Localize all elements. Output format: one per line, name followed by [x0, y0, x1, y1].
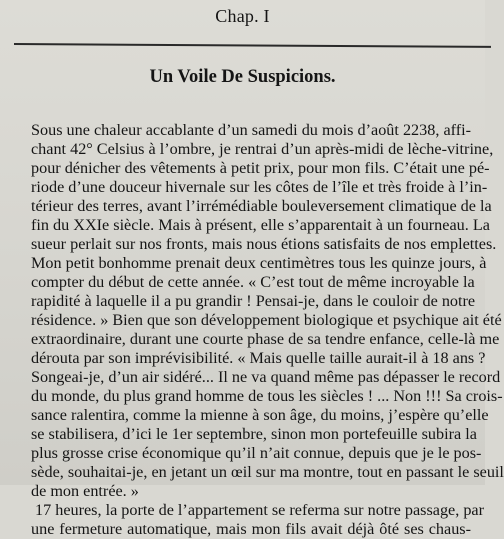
- text-line: se stabilisera, d’ici le 1er septembre, sinon mon portefeuille subira la: [31, 425, 477, 443]
- text-line: Mon petit bonhomme prenait deux centimètres tous les quinze jours, à: [31, 254, 487, 272]
- text-line: plus grosse crise économique qu’il n’ait connue, depuis que je le pos-: [31, 444, 482, 462]
- text-line: sance ralentira, comme la mienne à son âge, du moins, j’espère qu’elle: [31, 406, 489, 424]
- text-line: fin du XXIe siècle. Mais à présent, elle s’apparentait à un fourneau. La: [31, 216, 490, 234]
- text-line: chant 42° Celsius à l’ombre, je rentrai d’un après-midi de lèche-vitrine,: [31, 140, 494, 158]
- text-line: térieur des terres, avant l’irrémédiable bouleversement climatique de la: [31, 197, 492, 215]
- chapter-heading: Chap. I: [215, 6, 270, 26]
- text-line: de mon entrée. »: [31, 482, 139, 500]
- body-text: [31, 121, 504, 538]
- text-line: sède, souhaitai-je, en jetant un œil sur ma montre, tout en passant le seuil: [31, 463, 504, 481]
- chapter-title: Un Voile De Suspicions.: [149, 67, 336, 87]
- text-line: Sous une chaleur accablante d’un samedi du mois d’août 2238, affi-: [31, 121, 471, 139]
- text-line: Songeai-je, d’un air sidéré... Il ne va quand même pas dépasser le record: [31, 368, 501, 386]
- text-line: résidence. » Bien que son développement biologique et psychique ait été: [31, 311, 502, 329]
- text-line: rapidité à laquelle il a pu grandir ! Pensai-je, dans le couloir de notre: [31, 292, 476, 310]
- text-line: compter du début de cette année. « C’est tout de même incroyable la: [31, 273, 475, 291]
- text-line: extraordinaire, durant une courte phase de sa tendre enfance, celle-là me: [31, 330, 500, 348]
- text-line: dérouta par son imprévisibilité. « Mais quelle taille aurait-il à 18 ans ?: [31, 349, 486, 367]
- text-line: 17 heures, la porte de l’appartement se referma sur notre passage, par: [35, 501, 485, 519]
- text-line: sueur perlait sur nos fronts, mais nous étions satisfaits de nos emplettes.: [31, 235, 497, 253]
- header-rule: [14, 43, 491, 48]
- text-line: du monde, du plus grand homme de tous les siècles ! ... Non !!! Sa crois-: [31, 387, 503, 405]
- text-line: riode d’une douceur hivernale sur les côtes de l’île et très froide à l’in-: [31, 178, 488, 196]
- text-line-partial: une fermeture automatique, mais mon fils avait déjà ôté ses chaus-: [31, 520, 471, 538]
- text-line: pour dénicher des vêtements à petit prix, pour mon fils. C’était une pé-: [31, 159, 490, 177]
